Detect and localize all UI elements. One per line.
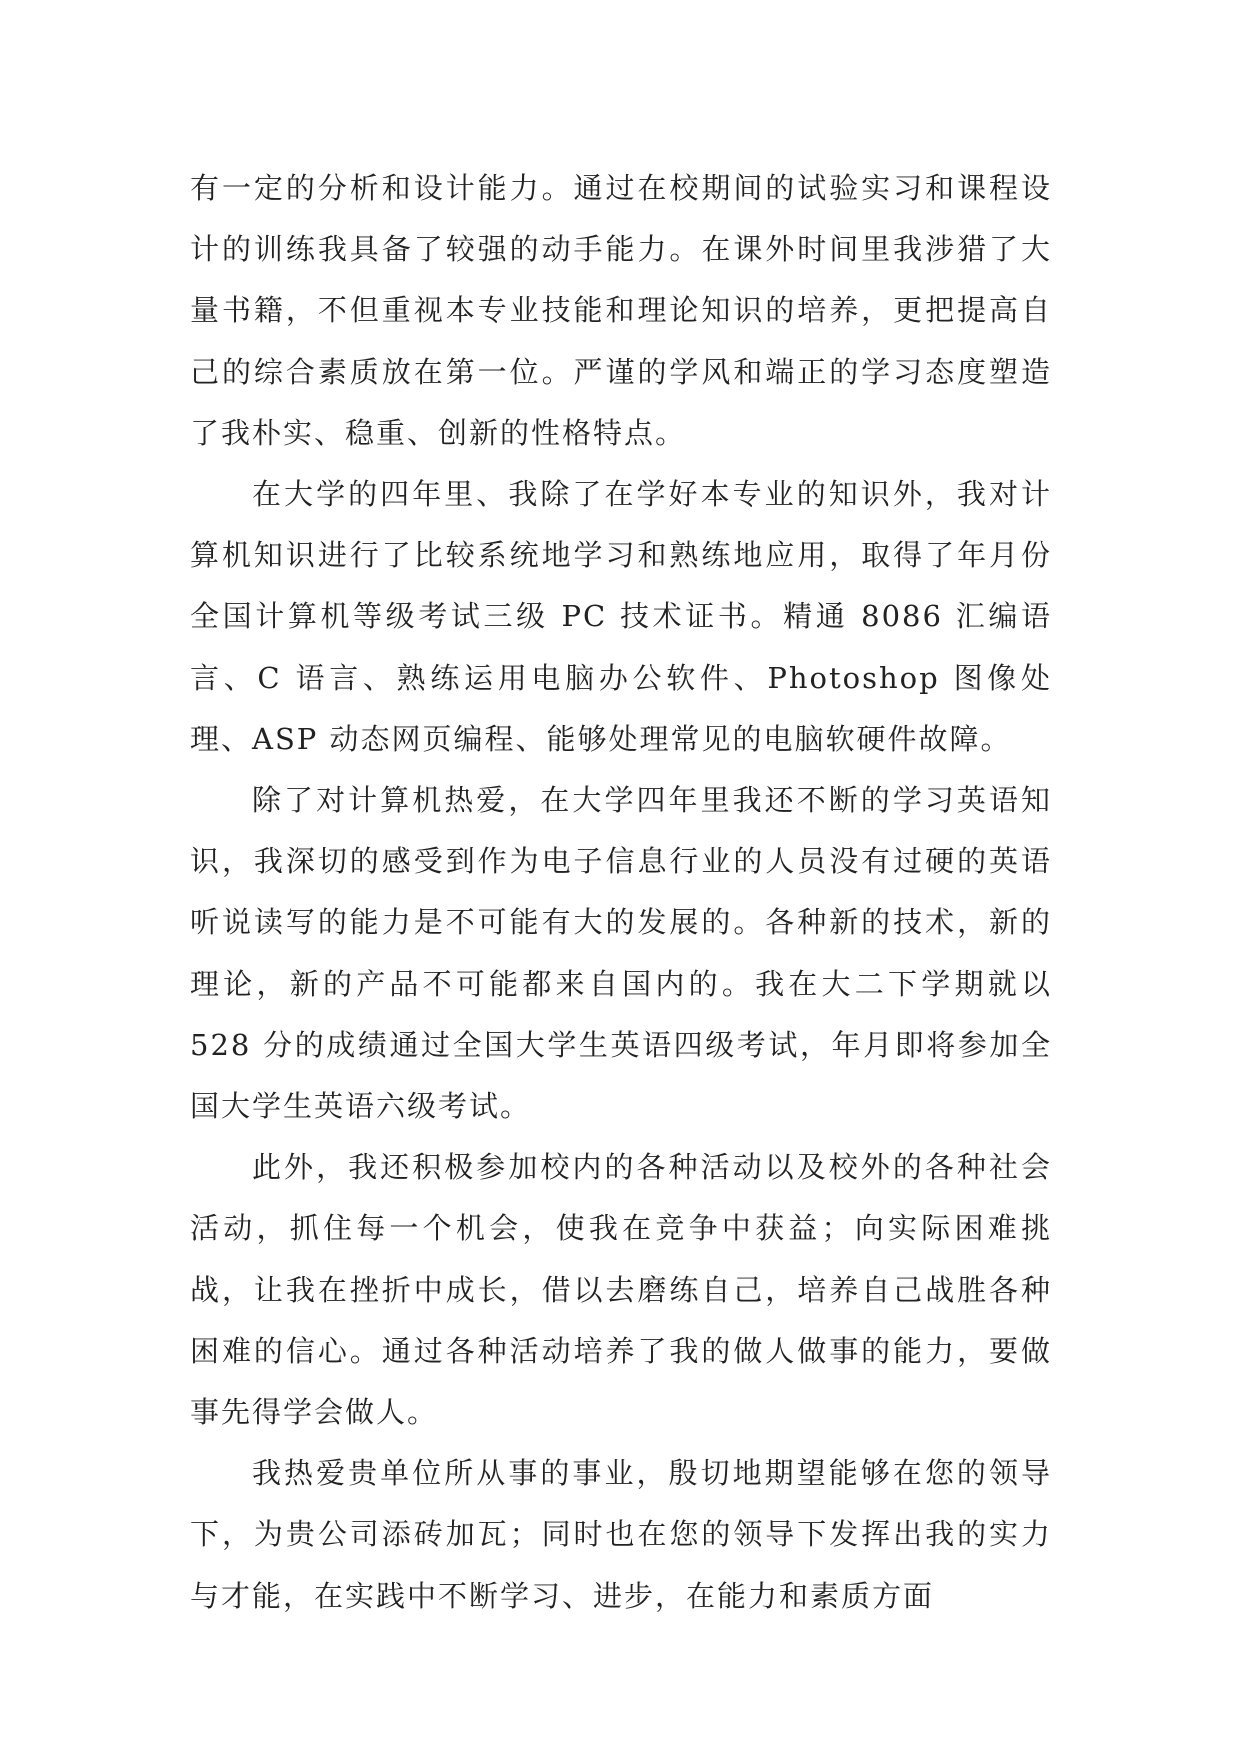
paragraph-continued-abilities: 有一定的分析和设计能力。通过在校期间的试验实习和课程设计的训练我具备了较强的动手能力。在课外时间里我涉猎了大量书籍，不但重视本专业技能和理论知识的培养，更把提高自己的综合素质放在第一位。严谨的学风和端正的学习态度塑造了我朴实、稳重、创新的性格特点。 bbox=[190, 171, 1052, 450]
document-body bbox=[190, 158, 1052, 1627]
paragraph-aspiration: 我热爱贵单位所从事的事业，殷切地期望能够在您的领导下，为贵公司添砖加瓦；同时也在您的领导下发挥出我的实力与才能，在实践中不断学习、进步，在能力和素质方面 bbox=[190, 1456, 1052, 1613]
paragraph-english-skills: 除了对计算机热爱，在大学四年里我还不断的学习英语知识，我深切的感受到作为电子信息行业的人员没有过硬的英语听说读写的能力是不可能有大的发展的。各种新的技术，新的理论，新的产品不可能都来自国内的。我在大二下学期就以 528 分的成绩通过全国大学生英语四级考试，年月即将参加全国大学生英语六级考试。 bbox=[190, 783, 1052, 1124]
paragraph-activities: 此外，我还积极参加校内的各种活动以及校外的各种社会活动，抓住每一个机会，使我在竞争中获益；向实际困难挑战，让我在挫折中成长，借以去磨练自己，培养自己战胜各种困难的信心。通过各种活动培养了我的做人做事的能力，要做事先得学会做人。 bbox=[190, 1150, 1052, 1430]
paragraph-computer-skills: 在大学的四年里、我除了在学好本专业的知识外，我对计算机知识进行了比较系统地学习和熟练地应用，取得了年月份全国计算机等级考试三级 PC 技术证书。精通 8086 汇编语言、C 语言、熟练运用电脑办公软件、Photoshop 图像处理、ASP 动态网页编程、能够处理常见的电脑软硬件故障。 bbox=[190, 477, 1052, 756]
